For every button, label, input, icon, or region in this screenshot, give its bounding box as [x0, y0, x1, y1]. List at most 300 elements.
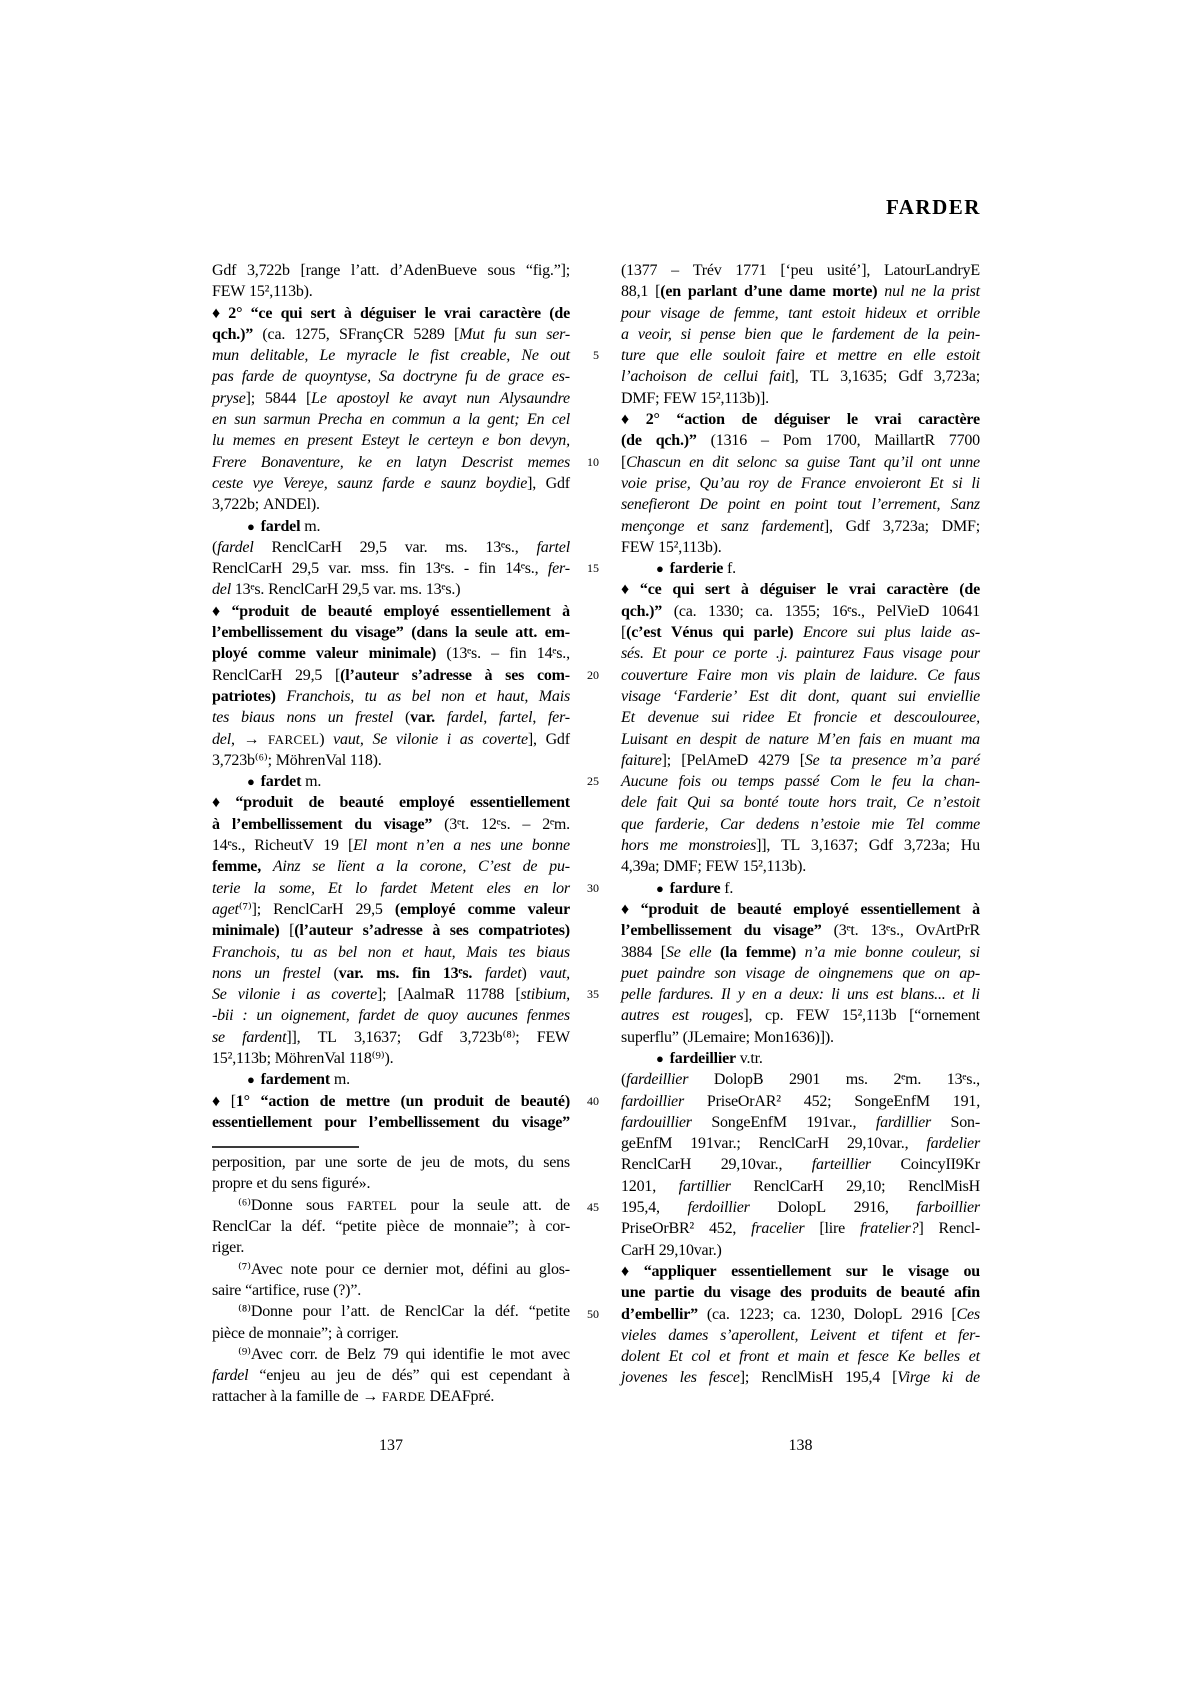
text-line: [621, 537, 980, 558]
word: front: [739, 1348, 769, 1366]
word: latyn: [415, 453, 447, 471]
word: farderie,: [655, 815, 709, 833]
word: FEW: [663, 389, 697, 407]
word: es-: [551, 368, 570, 386]
word: nons: [212, 964, 242, 982]
word: en: [689, 453, 704, 471]
word: DMF;: [663, 858, 702, 876]
word: de: [710, 900, 726, 918]
word: grace: [508, 368, 544, 386]
word: une: [500, 837, 523, 855]
word: (ca.: [262, 325, 286, 343]
word: 10641: [940, 602, 980, 620]
word: fratelier?]: [860, 1220, 924, 1238]
word: tes: [508, 943, 526, 961]
word: coverte];: [331, 986, 387, 1004]
word: belles: [923, 1348, 960, 1366]
text-line: [621, 1218, 980, 1239]
word: et: [968, 1348, 980, 1366]
word: vrai: [443, 304, 471, 322]
word: as: [459, 730, 474, 748]
word: de: [325, 1345, 340, 1363]
word: (fardel: [212, 538, 254, 556]
word: patriotes): [212, 687, 276, 705]
word: (employé: [394, 900, 456, 918]
text-line: [621, 963, 980, 984]
word: tout: [837, 496, 862, 514]
word: [(en: [655, 283, 681, 301]
word: Ce: [906, 794, 924, 812]
text-line: [621, 1197, 980, 1218]
word: cor-: [545, 1218, 570, 1236]
word: avec: [541, 1345, 570, 1363]
word: fracelier: [751, 1220, 805, 1238]
text-line: [621, 1304, 980, 1325]
text-line: [621, 430, 980, 451]
word: pour: [324, 1113, 357, 1131]
word: mot,: [435, 1260, 464, 1278]
word: 191var.,: [806, 1113, 857, 1131]
word: DolopL: [777, 1199, 826, 1217]
word: fartel,: [498, 709, 537, 727]
word: morte): [832, 283, 878, 301]
word: beauté: [327, 602, 372, 620]
word: [range: [300, 262, 341, 279]
word: saire: [212, 1281, 242, 1299]
text-line: [621, 1261, 980, 1282]
word: 4,39a;: [621, 858, 660, 876]
word: de: [522, 858, 538, 876]
word: femme): [745, 943, 797, 961]
word: (ca.: [706, 1305, 730, 1323]
left-text-column: [212, 260, 570, 1408]
word: que: [621, 815, 644, 833]
word: déguiser: [759, 581, 816, 599]
word: à: [343, 304, 352, 322]
word: [Mut: [454, 325, 485, 343]
text-line: [621, 303, 980, 324]
text-line: [621, 835, 980, 856]
word: la: [395, 858, 408, 876]
word: souloit: [722, 347, 766, 365]
word: col: [691, 1348, 711, 1366]
word: feu: [892, 773, 912, 791]
text-line: [621, 1282, 980, 1303]
word: du: [743, 922, 762, 940]
margin-line-number: 15: [587, 561, 599, 576]
word: et: [815, 347, 827, 365]
word: m’a: [916, 751, 942, 769]
word: ta: [829, 751, 842, 769]
word: corone,: [419, 858, 467, 876]
word: 29,5: [291, 560, 319, 578]
word: ke: [358, 453, 372, 471]
word: employé: [398, 794, 455, 812]
word: de: [555, 1196, 570, 1214]
word: [Chascun: [621, 453, 681, 471]
word: cellui: [723, 368, 758, 386]
text-line: [621, 1367, 980, 1388]
word: fardelier: [926, 1135, 980, 1153]
word: vye: [252, 474, 274, 492]
word: voie: [621, 474, 647, 492]
word: que: [656, 347, 679, 365]
word: produit: [433, 1092, 484, 1110]
word: [(l’auteur: [335, 666, 399, 684]
word: n’estoie: [810, 815, 860, 833]
word: visage: [745, 964, 786, 982]
word: 1330;: [708, 602, 744, 620]
word: Vereye,: [282, 474, 328, 492]
word: TL: [809, 368, 829, 386]
word: plain: [803, 666, 836, 684]
text-line: [212, 920, 570, 941]
footnotes-block: [212, 1152, 570, 1408]
word: plus: [884, 624, 911, 642]
word: Vénus: [671, 624, 713, 642]
word: descoulouree,: [893, 709, 980, 727]
word: de: [709, 304, 725, 322]
word: d’une: [743, 283, 783, 301]
page-number-left: 137: [379, 1437, 403, 1454]
word: [Ces: [951, 1305, 980, 1323]
word: et: [256, 1175, 268, 1193]
word: FEW: [796, 1007, 830, 1025]
word: [stibium,: [515, 986, 570, 1004]
text-line: [212, 686, 570, 707]
word: RenclCarH: [212, 666, 283, 684]
word: en: [386, 453, 402, 471]
word: s’adresse: [411, 666, 472, 684]
word: fardement],: [761, 517, 833, 535]
word: farde: [241, 368, 274, 386]
word: sés.: [621, 645, 644, 663]
word: delitable,: [250, 347, 309, 365]
word: f.: [727, 560, 736, 578]
word: paindre: [657, 964, 705, 982]
word: beauté: [339, 794, 384, 812]
word: creable,: [460, 347, 511, 365]
word: et: [777, 1348, 789, 1366]
word: selonc: [736, 453, 777, 471]
word: déguiser: [773, 411, 831, 429]
word: en: [770, 496, 785, 514]
right-text-column: [587, 260, 980, 1389]
word: sa: [784, 453, 799, 471]
word: →: [243, 730, 260, 748]
word: Com: [829, 773, 860, 791]
word: nature: [768, 730, 809, 748]
text-line: [621, 1112, 980, 1133]
word: CoincyII9Kr: [900, 1156, 980, 1174]
word: pour: [325, 1260, 354, 1278]
word: despit: [699, 730, 737, 748]
word: et: [934, 1326, 946, 1344]
word: fais: [858, 730, 882, 748]
word: est: [875, 986, 894, 1004]
word: parle): [753, 624, 794, 642]
word: ● fardure: [656, 879, 721, 897]
word: ♦: [212, 1092, 220, 1110]
word: FARTEL: [347, 1197, 397, 1213]
word: pein-: [948, 325, 980, 343]
word: Pom: [782, 432, 812, 450]
word: 118).: [349, 751, 382, 769]
footnote-separator-rule: [212, 1146, 359, 1148]
word: Mon1636)]).: [753, 1028, 834, 1046]
word: fardoillier: [621, 1092, 684, 1110]
text-line: [212, 409, 570, 430]
word: fardement: [831, 325, 895, 343]
word: et: [867, 1326, 880, 1344]
word: ke: [399, 389, 413, 407]
word: ce: [362, 1260, 376, 1278]
word: ceste: [212, 474, 243, 492]
text-line: [212, 1365, 570, 1386]
word: faire: [776, 347, 805, 365]
word: PriseOrAR²: [706, 1092, 781, 1110]
word: i: [291, 986, 296, 1004]
word: del,: [212, 730, 235, 748]
word: qui: [280, 304, 303, 322]
word: 5844: [264, 389, 297, 407]
text-line: [621, 1176, 980, 1197]
word: est: [460, 1367, 479, 1385]
word: 118⁽⁹⁾).: [348, 1049, 394, 1067]
word: corriger.: [346, 1324, 399, 1342]
text-line: [212, 1237, 570, 1258]
word: [(l’auteur: [289, 922, 353, 940]
word: RenclCarH: [212, 560, 283, 578]
word: couverture: [621, 666, 688, 684]
word: 7700: [948, 432, 980, 450]
word: un: [256, 1007, 273, 1025]
word: y: [737, 986, 745, 1004]
word: ● fardel: [247, 517, 301, 535]
text-line: [212, 1112, 570, 1133]
word: 12ᵉs.: [481, 815, 511, 833]
word: le: [870, 773, 882, 791]
word: mss.: [360, 560, 389, 578]
word: Gdf: [845, 517, 870, 535]
word: 191var.;: [690, 1135, 741, 1153]
word: caractère: [886, 581, 949, 599]
word: main: [797, 1348, 829, 1366]
word: 19: [323, 837, 339, 855]
word: (de: [959, 581, 980, 599]
text-line: [621, 388, 980, 409]
word: [‘peu: [780, 262, 814, 279]
word: l’embellissement: [212, 624, 323, 642]
word: autres: [621, 1007, 660, 1025]
word: sur: [845, 1262, 868, 1280]
word: l’att.: [350, 262, 380, 279]
margin-line-number: 30: [587, 880, 599, 895]
word: tu: [290, 943, 303, 961]
text-line: [621, 558, 980, 579]
word: fenmes: [526, 1007, 570, 1025]
word: ms.: [845, 1071, 868, 1089]
word: 1275,: [294, 325, 330, 343]
word: [Se: [660, 943, 681, 961]
word: Luisant: [621, 730, 668, 748]
word: “action: [260, 1092, 309, 1110]
word: produits: [810, 1284, 867, 1302]
word: Et: [929, 474, 944, 492]
word: qch.)”: [621, 602, 663, 620]
word: memes: [232, 432, 276, 450]
word: :: [242, 1007, 248, 1025]
word: Tant: [848, 453, 876, 471]
word: li: [971, 986, 980, 1004]
word: en: [676, 730, 691, 748]
text-line: [212, 1386, 570, 1407]
word: 1201,: [621, 1177, 657, 1195]
margin-line-number: 35: [587, 987, 599, 1002]
word: sun: [234, 411, 256, 429]
word: vaut,: [539, 964, 570, 982]
text-line: [212, 814, 570, 835]
text-line: [212, 707, 570, 728]
word: caractère: [918, 411, 980, 429]
word: froncie: [813, 709, 858, 727]
word: note: [290, 1260, 318, 1278]
word: dele: [621, 794, 647, 812]
word: enviellie: [927, 687, 980, 705]
word: FEW: [536, 1028, 570, 1046]
word: beauté: [900, 1284, 945, 1302]
word: tifent: [891, 1326, 923, 1344]
word: mots,: [474, 1154, 509, 1172]
word: aget⁽⁷⁾];: [212, 900, 261, 918]
word: (var.: [333, 964, 364, 982]
word: fartillier: [678, 1177, 731, 1195]
word: Et: [668, 1348, 683, 1366]
word: fu: [493, 325, 506, 343]
word: sorte: [356, 1154, 388, 1172]
word: prist: [951, 283, 980, 301]
word: FEW: [621, 538, 655, 556]
word: (?)”.: [333, 1281, 362, 1299]
word: “produit: [231, 602, 290, 620]
word: vieles: [621, 1326, 657, 1344]
word: visage: [730, 1284, 771, 1302]
word: biaus: [241, 709, 275, 727]
margin-line-number: 5: [593, 348, 599, 363]
word: dernier: [383, 1260, 428, 1278]
word: temps: [737, 773, 775, 791]
word: –: [760, 432, 769, 450]
text-line: [212, 303, 570, 324]
word: ployé: [212, 645, 248, 663]
word: vrai: [848, 581, 876, 599]
word: pelle: [621, 986, 652, 1004]
word: quoy: [427, 1007, 458, 1025]
word: 29,5: [355, 900, 383, 918]
word: au: [516, 1260, 531, 1278]
word: laide: [920, 624, 952, 642]
word: 29,5: [295, 666, 323, 684]
word: (13ᵉs.: [446, 645, 481, 663]
word: Precha: [317, 411, 363, 429]
text-line: [212, 1048, 570, 1069]
word: ca.: [755, 602, 773, 620]
word: Ainz: [272, 858, 301, 876]
text-line: [212, 792, 570, 813]
word: farteillier: [811, 1156, 871, 1174]
word: sarmun: [263, 411, 311, 429]
word: et: [402, 943, 414, 961]
word: presence: [852, 751, 907, 769]
word: →: [362, 1388, 379, 1406]
word: vilonie: [395, 730, 438, 748]
word: pièce: [386, 1218, 420, 1236]
word: monstroies]],: [688, 837, 771, 855]
text-line: [212, 1323, 570, 1344]
word: déf.: [494, 1303, 519, 1321]
word: TL: [780, 837, 801, 855]
word: pour: [621, 304, 651, 322]
word: monnaie”;: [267, 1324, 333, 1342]
word: RenclCarH: [268, 581, 339, 599]
word: d’AdenBueve: [390, 262, 477, 279]
text-line: [621, 452, 980, 473]
word: Se: [212, 986, 227, 1004]
word: la: [455, 624, 468, 642]
word: le: [811, 325, 823, 343]
word: Leivent: [810, 1326, 856, 1344]
word: fu: [465, 368, 478, 386]
word: fait: [656, 794, 678, 812]
word: ser-: [546, 325, 570, 343]
word: ⁽⁸⁾Donne: [238, 1303, 293, 1321]
word: ms.: [376, 964, 400, 982]
word: la: [932, 283, 945, 301]
text-line: [621, 1027, 980, 1048]
word: blans...: [900, 986, 946, 1004]
word: ture: [621, 347, 646, 365]
word: bel: [338, 943, 357, 961]
left-column-main-text: [212, 260, 570, 1133]
word: glos-: [538, 1260, 570, 1278]
word: cel: [551, 411, 570, 429]
word: haut,: [496, 687, 529, 705]
text-line: [621, 1346, 980, 1367]
word: la: [452, 1196, 464, 1214]
word: att.: [515, 624, 538, 642]
word: à: [740, 581, 749, 599]
text-line: [621, 878, 980, 899]
word: RenclCarH: [758, 1135, 829, 1153]
word: au: [310, 1367, 326, 1385]
word: as: [313, 943, 328, 961]
word: m.: [305, 773, 322, 791]
word: 1223;: [738, 1305, 775, 1323]
word: (JLemaire;: [682, 1028, 750, 1046]
word: ms.: [445, 538, 468, 556]
word: l’achoison: [621, 368, 687, 386]
word: n’en: [416, 837, 445, 855]
word: De: [699, 496, 718, 514]
word: f.: [724, 879, 734, 897]
word: [PelAmeD: [681, 751, 749, 769]
word: du: [330, 624, 348, 642]
word: de: [485, 368, 501, 386]
word: 3,722b: [246, 262, 290, 279]
word: essentiellement: [212, 1113, 313, 1131]
word: sert: [310, 304, 336, 322]
word: apostoyl: [336, 389, 390, 407]
